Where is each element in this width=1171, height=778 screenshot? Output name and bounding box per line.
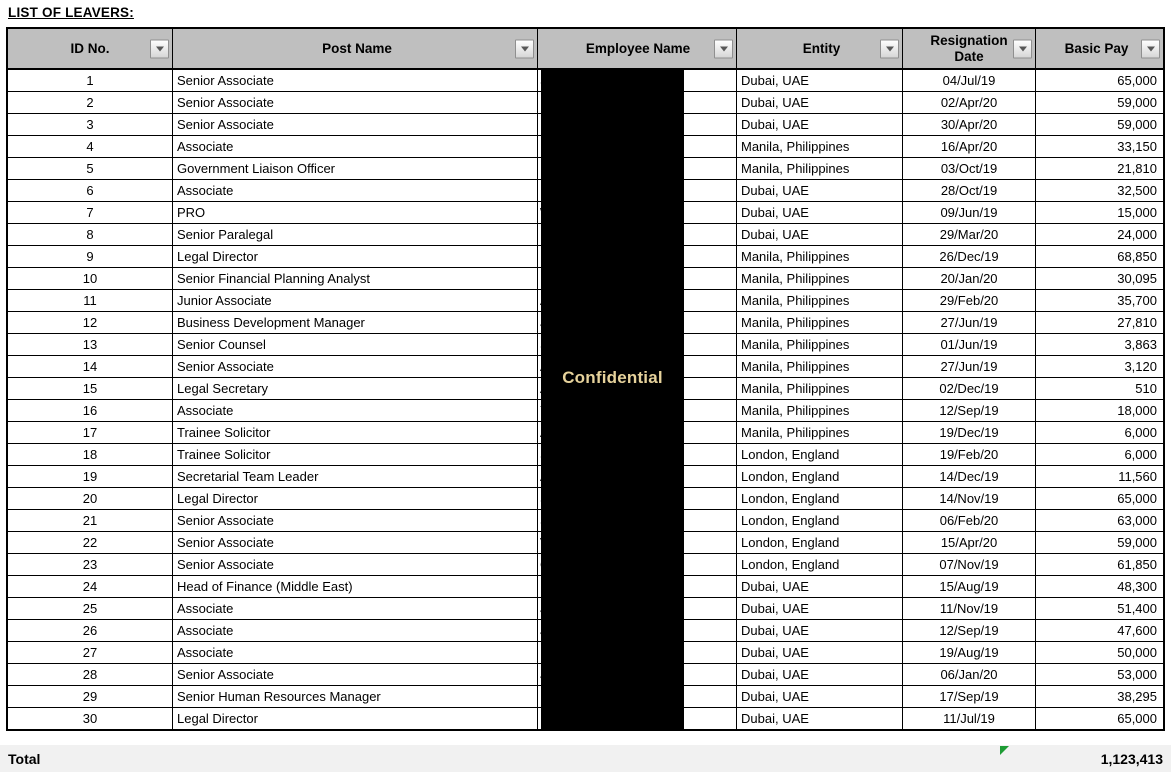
cell-post-name[interactable]: Legal Secretary bbox=[173, 378, 538, 399]
filter-dropdown-button[interactable] bbox=[515, 39, 534, 58]
cell-post-name[interactable]: Senior Associate bbox=[173, 532, 538, 553]
cell-basic-pay[interactable]: 47,600 bbox=[1117, 623, 1157, 638]
column-header-label: ID No. bbox=[70, 40, 110, 56]
cell-resignation-date[interactable]: 16/Apr/20 bbox=[903, 136, 1036, 157]
column-header-label: Employee Name bbox=[585, 40, 691, 56]
cell-basic-pay[interactable]: 59,000 bbox=[1117, 117, 1157, 132]
cell-entity[interactable]: Manila, Philippines bbox=[737, 290, 903, 311]
cell-entity[interactable]: Dubai, UAE bbox=[737, 708, 903, 729]
cell-basic-pay[interactable]: 32,500 bbox=[1117, 183, 1157, 198]
column-header-id-no[interactable] bbox=[8, 29, 173, 68]
cell-entity[interactable]: London, England bbox=[737, 466, 903, 487]
cell-post-name[interactable]: Associate bbox=[173, 598, 538, 619]
cell-id-no[interactable]: 8 bbox=[8, 224, 173, 245]
page-title: LIST OF LEAVERS: bbox=[8, 5, 134, 20]
cell-resignation-date[interactable]: 02/Dec/19 bbox=[903, 378, 1036, 399]
cell-id-no[interactable]: 7 bbox=[8, 202, 173, 223]
cell-post-name[interactable]: Senior Associate bbox=[173, 664, 538, 685]
filter-dropdown-button[interactable] bbox=[1013, 39, 1032, 58]
cell-basic-pay[interactable]: 24,000 bbox=[1117, 227, 1157, 242]
cell-post-name[interactable]: Legal Director bbox=[173, 246, 538, 267]
cell-id-no[interactable]: 14 bbox=[8, 356, 173, 377]
cell-id-no[interactable]: 6 bbox=[8, 180, 173, 201]
cell-resignation-date[interactable]: 14/Nov/19 bbox=[903, 488, 1036, 509]
cell-resignation-date[interactable]: 12/Sep/19 bbox=[903, 400, 1036, 421]
cell-entity[interactable]: Manila, Philippines bbox=[737, 246, 903, 267]
cell-post-name[interactable]: Business Development Manager bbox=[173, 312, 538, 333]
cell-resignation-date[interactable]: 19/Dec/19 bbox=[903, 422, 1036, 443]
cell-post-name[interactable]: Government Liaison Officer bbox=[173, 158, 538, 179]
cell-resignation-date[interactable]: 26/Dec/19 bbox=[903, 246, 1036, 267]
cell-resignation-date[interactable]: 19/Aug/19 bbox=[903, 642, 1036, 663]
cell-id-no[interactable]: 23 bbox=[8, 554, 173, 575]
cell-basic-pay[interactable]: 63,000 bbox=[1117, 513, 1157, 528]
cell-basic-pay[interactable]: 18,000 bbox=[1117, 403, 1157, 418]
cell-entity[interactable]: Dubai, UAE bbox=[737, 114, 903, 135]
cell-basic-pay[interactable]: 21,810 bbox=[1117, 161, 1157, 176]
cell-basic-pay[interactable]: 51,400 bbox=[1117, 601, 1157, 616]
cell-basic-pay[interactable]: 6,000 bbox=[1124, 425, 1157, 440]
cell-post-name[interactable]: Associate bbox=[173, 620, 538, 641]
cell-id-no[interactable]: 20 bbox=[8, 488, 173, 509]
cell-basic-pay[interactable]: 59,000 bbox=[1117, 95, 1157, 110]
cell-post-name[interactable]: PRO bbox=[173, 202, 538, 223]
cell-entity[interactable]: Dubai, UAE bbox=[737, 202, 903, 223]
cell-id-no[interactable]: 27 bbox=[8, 642, 173, 663]
cell-id-no[interactable]: 21 bbox=[8, 510, 173, 531]
total-row bbox=[0, 745, 1171, 772]
cell-basic-pay[interactable]: 11,560 bbox=[1118, 469, 1157, 484]
column-header-post-name[interactable] bbox=[173, 29, 538, 68]
cell-id-no[interactable]: 25 bbox=[8, 598, 173, 619]
cell-entity[interactable]: Manila, Philippines bbox=[737, 400, 903, 421]
column-header-entity[interactable] bbox=[737, 29, 903, 68]
cell-resignation-date[interactable]: 29/Mar/20 bbox=[903, 224, 1036, 245]
cell-resignation-date[interactable]: 03/Oct/19 bbox=[903, 158, 1036, 179]
cell-resignation-date[interactable]: 02/Apr/20 bbox=[903, 92, 1036, 113]
cell-entity[interactable]: Manila, Philippines bbox=[737, 334, 903, 355]
cell-basic-pay[interactable]: 65,000 bbox=[1117, 711, 1157, 726]
cell-id-no[interactable]: 10 bbox=[8, 268, 173, 289]
cell-basic-pay[interactable]: 3,863 bbox=[1124, 337, 1157, 352]
cell-basic-pay[interactable]: 61,850 bbox=[1117, 557, 1157, 572]
cell-basic-pay[interactable]: 38,295 bbox=[1117, 689, 1157, 704]
cell-post-name[interactable]: Associate bbox=[173, 400, 538, 421]
filter-dropdown-button[interactable] bbox=[1141, 39, 1160, 58]
cell-post-name[interactable]: Senior Paralegal bbox=[173, 224, 538, 245]
cell-basic-pay[interactable]: 35,700 bbox=[1117, 293, 1157, 308]
cell-id-no[interactable]: 12 bbox=[8, 312, 173, 333]
cell-id-no[interactable]: 1 bbox=[8, 70, 173, 91]
cell-basic-pay[interactable]: 27,810 bbox=[1117, 315, 1157, 330]
cell-post-name[interactable]: Senior Associate bbox=[173, 554, 538, 575]
cell-resignation-date[interactable]: 07/Nov/19 bbox=[903, 554, 1036, 575]
cell-basic-pay[interactable]: 68,850 bbox=[1117, 249, 1157, 264]
cell-entity[interactable]: Dubai, UAE bbox=[737, 224, 903, 245]
cell-id-no[interactable]: 9 bbox=[8, 246, 173, 267]
cell-post-name[interactable]: Secretarial Team Leader bbox=[173, 466, 538, 487]
cell-post-name[interactable]: Senior Associate bbox=[173, 114, 538, 135]
cell-entity[interactable]: Dubai, UAE bbox=[737, 664, 903, 685]
cell-post-name[interactable]: Junior Associate bbox=[173, 290, 538, 311]
cell-entity[interactable]: Manila, Philippines bbox=[737, 422, 903, 443]
cell-resignation-date[interactable]: 28/Oct/19 bbox=[903, 180, 1036, 201]
cell-resignation-date[interactable]: 27/Jun/19 bbox=[903, 312, 1036, 333]
cell-basic-pay[interactable]: 59,000 bbox=[1117, 535, 1157, 550]
cell-resignation-date[interactable]: 27/Jun/19 bbox=[903, 356, 1036, 377]
cell-basic-pay[interactable]: 65,000 bbox=[1117, 491, 1157, 506]
cell-entity[interactable]: Manila, Philippines bbox=[737, 136, 903, 157]
cell-id-no[interactable]: 11 bbox=[8, 290, 173, 311]
chevron-down-icon bbox=[156, 46, 164, 51]
cell-resignation-date[interactable]: 20/Jan/20 bbox=[903, 268, 1036, 289]
cell-id-no[interactable]: 15 bbox=[8, 378, 173, 399]
filter-dropdown-button[interactable] bbox=[150, 39, 169, 58]
cell-entity[interactable]: Manila, Philippines bbox=[737, 268, 903, 289]
cell-entity[interactable]: Dubai, UAE bbox=[737, 686, 903, 707]
cell-id-no[interactable]: 28 bbox=[8, 664, 173, 685]
column-header-label: Post Name bbox=[322, 40, 392, 56]
column-header-resignation-date[interactable] bbox=[903, 29, 1036, 68]
cell-resignation-date[interactable]: 15/Apr/20 bbox=[903, 532, 1036, 553]
cell-entity[interactable]: Manila, Philippines bbox=[737, 356, 903, 377]
cell-post-name[interactable]: Senior Financial Planning Analyst bbox=[173, 268, 538, 289]
cell-id-no[interactable]: 24 bbox=[8, 576, 173, 597]
cell-entity[interactable]: London, England bbox=[737, 488, 903, 509]
cell-resignation-date[interactable]: 29/Feb/20 bbox=[903, 290, 1036, 311]
chevron-down-icon bbox=[1019, 46, 1027, 51]
total-label[interactable]: Total bbox=[8, 750, 41, 767]
leavers-table bbox=[6, 27, 1165, 731]
cell-entity[interactable]: Dubai, UAE bbox=[737, 642, 903, 663]
cell-resignation-date[interactable]: 11/Jul/19 bbox=[903, 708, 1036, 729]
cell-post-name[interactable]: Legal Director bbox=[173, 708, 538, 729]
cell-resignation-date[interactable]: 06/Jan/20 bbox=[903, 664, 1036, 685]
cell-id-no[interactable]: 22 bbox=[8, 532, 173, 553]
cell-id-no[interactable]: 4 bbox=[8, 136, 173, 157]
column-header-label: Basic Pay bbox=[1064, 40, 1129, 56]
cell-post-name[interactable]: Senior Human Resources Manager bbox=[173, 686, 538, 707]
cell-resignation-date[interactable]: 11/Nov/19 bbox=[903, 598, 1036, 619]
cell-resignation-date[interactable]: 15/Aug/19 bbox=[903, 576, 1036, 597]
column-header-label: Entity bbox=[802, 40, 841, 56]
column-header-basic-pay[interactable] bbox=[1036, 29, 1163, 68]
cell-post-name[interactable]: Senior Counsel bbox=[173, 334, 538, 355]
cell-basic-pay[interactable]: 510 bbox=[1135, 381, 1157, 396]
cell-id-no[interactable]: 3 bbox=[8, 114, 173, 135]
redaction-label: Confidential bbox=[562, 367, 663, 387]
table-header-row bbox=[8, 29, 1163, 70]
cell-id-no[interactable]: 17 bbox=[8, 422, 173, 443]
chevron-down-icon bbox=[521, 46, 529, 51]
formula-indicator-icon bbox=[1000, 746, 1009, 755]
cell-entity[interactable]: London, England bbox=[737, 444, 903, 465]
filter-dropdown-button[interactable] bbox=[880, 39, 899, 58]
cell-basic-pay[interactable]: 6,000 bbox=[1124, 447, 1157, 462]
total-value[interactable]: 1,123,413 bbox=[1100, 750, 1163, 767]
cell-id-no[interactable]: 13 bbox=[8, 334, 173, 355]
cell-post-name[interactable]: Trainee Solicitor bbox=[173, 422, 538, 443]
cell-basic-pay[interactable]: 3,120 bbox=[1124, 359, 1157, 374]
cell-post-name[interactable]: Legal Director bbox=[173, 488, 538, 509]
cell-basic-pay[interactable]: 50,000 bbox=[1117, 645, 1157, 660]
cell-entity[interactable]: Dubai, UAE bbox=[737, 598, 903, 619]
cell-basic-pay[interactable]: 48,300 bbox=[1117, 579, 1157, 594]
cell-resignation-date[interactable]: 17/Sep/19 bbox=[903, 686, 1036, 707]
cell-post-name[interactable]: Trainee Solicitor bbox=[173, 444, 538, 465]
cell-resignation-date[interactable]: 09/Jun/19 bbox=[903, 202, 1036, 223]
chevron-down-icon bbox=[1147, 46, 1155, 51]
cell-entity[interactable]: Dubai, UAE bbox=[737, 620, 903, 641]
cell-post-name[interactable]: Associate bbox=[173, 180, 538, 201]
cell-id-no[interactable]: 26 bbox=[8, 620, 173, 641]
cell-entity[interactable]: London, England bbox=[737, 554, 903, 575]
cell-basic-pay[interactable]: 15,000 bbox=[1117, 205, 1157, 220]
cell-resignation-date[interactable]: 12/Sep/19 bbox=[903, 620, 1036, 641]
cell-id-no[interactable]: 18 bbox=[8, 444, 173, 465]
cell-post-name[interactable]: Head of Finance (Middle East) bbox=[173, 576, 538, 597]
cell-entity[interactable]: Dubai, UAE bbox=[737, 70, 903, 91]
cell-resignation-date[interactable]: 19/Feb/20 bbox=[903, 444, 1036, 465]
cell-entity[interactable]: Dubai, UAE bbox=[737, 576, 903, 597]
cell-post-name[interactable]: Associate bbox=[173, 642, 538, 663]
cell-resignation-date[interactable]: 30/Apr/20 bbox=[903, 114, 1036, 135]
filter-dropdown-button[interactable] bbox=[714, 39, 733, 58]
cell-id-no[interactable]: 16 bbox=[8, 400, 173, 421]
cell-entity[interactable]: Dubai, UAE bbox=[737, 180, 903, 201]
redaction-overlay bbox=[541, 70, 684, 729]
cell-post-name[interactable]: Senior Associate bbox=[173, 510, 538, 531]
chevron-down-icon bbox=[720, 46, 728, 51]
cell-entity[interactable]: Dubai, UAE bbox=[737, 92, 903, 113]
cell-post-name[interactable]: Senior Associate bbox=[173, 92, 538, 113]
cell-id-no[interactable]: 29 bbox=[8, 686, 173, 707]
cell-entity[interactable]: Manila, Philippines bbox=[737, 378, 903, 399]
cell-entity[interactable]: Manila, Philippines bbox=[737, 312, 903, 333]
cell-post-name[interactable]: Senior Associate bbox=[173, 356, 538, 377]
cell-resignation-date[interactable]: 14/Dec/19 bbox=[903, 466, 1036, 487]
cell-id-no[interactable]: 30 bbox=[8, 708, 173, 729]
cell-basic-pay[interactable]: 53,000 bbox=[1117, 667, 1157, 682]
cell-resignation-date[interactable]: 06/Feb/20 bbox=[903, 510, 1036, 531]
cell-id-no[interactable]: 19 bbox=[8, 466, 173, 487]
cell-post-name[interactable]: Senior Associate bbox=[173, 70, 538, 91]
column-header-employee-name[interactable] bbox=[538, 29, 737, 68]
cell-id-no[interactable]: 5 bbox=[8, 158, 173, 179]
cell-entity[interactable]: Manila, Philippines bbox=[737, 158, 903, 179]
cell-entity[interactable]: London, England bbox=[737, 532, 903, 553]
cell-resignation-date[interactable]: 04/Jul/19 bbox=[903, 70, 1036, 91]
cell-basic-pay[interactable]: 33,150 bbox=[1117, 139, 1157, 154]
cell-post-name[interactable]: Associate bbox=[173, 136, 538, 157]
cell-resignation-date[interactable]: 01/Jun/19 bbox=[903, 334, 1036, 355]
cell-basic-pay[interactable]: 30,095 bbox=[1117, 271, 1157, 286]
chevron-down-icon bbox=[886, 46, 894, 51]
cell-basic-pay[interactable]: 65,000 bbox=[1117, 73, 1157, 88]
column-header-label: Resignation Date bbox=[930, 33, 1008, 64]
cell-id-no[interactable]: 2 bbox=[8, 92, 173, 113]
cell-entity[interactable]: London, England bbox=[737, 510, 903, 531]
